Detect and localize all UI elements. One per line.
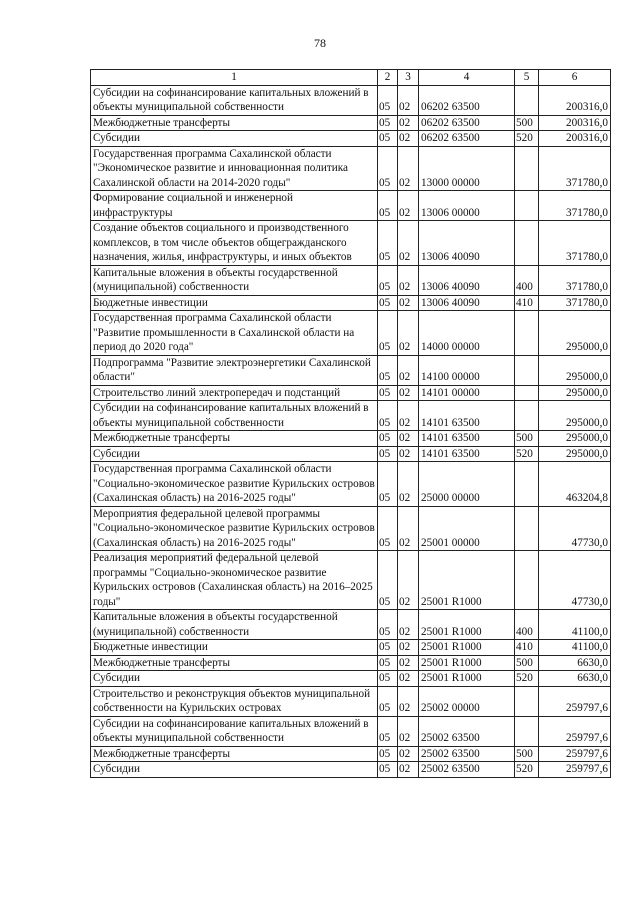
subsection-cell: 02 [398, 146, 419, 191]
subsection-cell: 02 [398, 401, 419, 431]
target-article-cell: 25002 63500 [419, 716, 515, 746]
table-row [91, 610, 611, 640]
amount-cell: 371780,0 [539, 191, 611, 221]
table-row [91, 115, 611, 131]
item-name-cell: Субсидии [91, 762, 378, 778]
amount-cell: 41100,0 [539, 640, 611, 656]
table-row [91, 295, 611, 311]
table-row [91, 686, 611, 716]
section-cell: 05 [378, 462, 398, 507]
item-name-cell: Бюджетные инвестиции [91, 295, 378, 311]
subsection-cell: 02 [398, 311, 419, 356]
section-cell: 05 [378, 431, 398, 447]
section-cell: 05 [378, 85, 398, 115]
subsection-cell: 02 [398, 221, 419, 266]
amount-cell: 371780,0 [539, 265, 611, 295]
column-header: 1 [91, 70, 378, 86]
column-header: 2 [378, 70, 398, 86]
item-name-cell: Межбюджетные трансферты [91, 746, 378, 762]
expense-type-cell [515, 551, 539, 610]
expense-type-cell [515, 311, 539, 356]
amount-cell: 259797,6 [539, 746, 611, 762]
table-row [91, 131, 611, 147]
subsection-cell: 02 [398, 446, 419, 462]
section-cell: 05 [378, 131, 398, 147]
amount-cell: 6630,0 [539, 671, 611, 687]
section-cell: 05 [378, 115, 398, 131]
subsection-cell: 02 [398, 686, 419, 716]
amount-cell: 41100,0 [539, 610, 611, 640]
subsection-cell: 02 [398, 462, 419, 507]
amount-cell: 259797,6 [539, 686, 611, 716]
section-cell: 05 [378, 311, 398, 356]
expense-type-cell [515, 191, 539, 221]
section-cell: 05 [378, 640, 398, 656]
amount-cell: 295000,0 [539, 401, 611, 431]
target-article-cell: 25001 00000 [419, 506, 515, 551]
item-name-cell: Строительство линий электропередач и подстанций [91, 385, 378, 401]
section-cell: 05 [378, 506, 398, 551]
item-name-cell: Капитальные вложения в объекты государственной (муниципальной) собственности [91, 610, 378, 640]
table-row [91, 401, 611, 431]
section-cell: 05 [378, 146, 398, 191]
amount-cell: 463204,8 [539, 462, 611, 507]
expense-type-cell: 500 [515, 115, 539, 131]
item-name-cell: Бюджетные инвестиции [91, 640, 378, 656]
table-row [91, 431, 611, 447]
subsection-cell: 02 [398, 551, 419, 610]
item-name-cell: Строительство и реконструкция объектов муниципальной собственности на Курильских островах [91, 686, 378, 716]
column-number-row [91, 70, 611, 86]
expense-type-cell: 410 [515, 295, 539, 311]
target-article-cell: 13006 40090 [419, 265, 515, 295]
table-row [91, 311, 611, 356]
item-name-cell: Реализация мероприятий федеральной целевой программы "Социально-экономическое развитие Курильских островов (Сахалинская область) на 2016–2025 годы" [91, 551, 378, 610]
section-cell: 05 [378, 671, 398, 687]
section-cell: 05 [378, 716, 398, 746]
amount-cell: 295000,0 [539, 446, 611, 462]
subsection-cell: 02 [398, 762, 419, 778]
amount-cell: 371780,0 [539, 295, 611, 311]
column-header: 6 [539, 70, 611, 86]
table-row [91, 385, 611, 401]
section-cell: 05 [378, 265, 398, 295]
target-article-cell: 06202 63500 [419, 131, 515, 147]
target-article-cell: 25001 R1000 [419, 551, 515, 610]
expense-type-cell [515, 221, 539, 266]
item-name-cell: Субсидии [91, 671, 378, 687]
section-cell: 05 [378, 355, 398, 385]
table-row [91, 746, 611, 762]
target-article-cell: 14101 00000 [419, 385, 515, 401]
amount-cell: 47730,0 [539, 506, 611, 551]
section-cell: 05 [378, 221, 398, 266]
item-name-cell: Капитальные вложения в объекты государственной (муниципальной) собственности [91, 265, 378, 295]
table-row [91, 446, 611, 462]
item-name-cell: Субсидии на софинансирование капитальных вложений в объекты муниципальной собственности [91, 401, 378, 431]
item-name-cell: Субсидии [91, 446, 378, 462]
expense-type-cell: 500 [515, 655, 539, 671]
subsection-cell: 02 [398, 506, 419, 551]
amount-cell: 200316,0 [539, 115, 611, 131]
target-article-cell: 25001 R1000 [419, 610, 515, 640]
item-name-cell: Субсидии [91, 131, 378, 147]
expense-type-cell [515, 146, 539, 191]
table-row [91, 716, 611, 746]
target-article-cell: 14101 63500 [419, 401, 515, 431]
expense-type-cell: 500 [515, 431, 539, 447]
target-article-cell: 13000 00000 [419, 146, 515, 191]
target-article-cell: 14000 00000 [419, 311, 515, 356]
section-cell: 05 [378, 610, 398, 640]
table-row [91, 191, 611, 221]
expense-type-cell: 520 [515, 671, 539, 687]
subsection-cell: 02 [398, 131, 419, 147]
amount-cell: 47730,0 [539, 551, 611, 610]
target-article-cell: 14100 00000 [419, 355, 515, 385]
column-header: 4 [419, 70, 515, 86]
amount-cell: 295000,0 [539, 311, 611, 356]
table-row [91, 640, 611, 656]
section-cell: 05 [378, 655, 398, 671]
item-name-cell: Государственная программа Сахалинской области "Социально-экономическое развитие Курильских островов (Сахалинская область) на 2016-2025 годы" [91, 462, 378, 507]
table-row [91, 265, 611, 295]
target-article-cell: 06202 63500 [419, 85, 515, 115]
target-article-cell: 13006 00000 [419, 191, 515, 221]
page-number: 78 [314, 36, 326, 50]
subsection-cell: 02 [398, 85, 419, 115]
target-article-cell: 25000 00000 [419, 462, 515, 507]
table-body [91, 85, 611, 777]
expense-type-cell [515, 506, 539, 551]
item-name-cell: Подпрограмма "Развитие электроэнергетики Сахалинской области" [91, 355, 378, 385]
item-name-cell: Межбюджетные трансферты [91, 655, 378, 671]
expense-type-cell: 520 [515, 446, 539, 462]
section-cell: 05 [378, 446, 398, 462]
table-row [91, 762, 611, 778]
table-row [91, 551, 611, 610]
expense-type-cell [515, 355, 539, 385]
amount-cell: 295000,0 [539, 385, 611, 401]
section-cell: 05 [378, 385, 398, 401]
expense-type-cell [515, 385, 539, 401]
target-article-cell: 14101 63500 [419, 431, 515, 447]
section-cell: 05 [378, 191, 398, 221]
target-article-cell: 13006 40090 [419, 221, 515, 266]
subsection-cell: 02 [398, 191, 419, 221]
item-name-cell: Государственная программа Сахалинской области "Экономическое развитие и инновационная политика Сахалинской области на 2014-2020 годы" [91, 146, 378, 191]
table-row [91, 462, 611, 507]
expense-type-cell: 400 [515, 265, 539, 295]
column-header: 3 [398, 70, 419, 86]
amount-cell: 295000,0 [539, 431, 611, 447]
item-name-cell: Субсидии на софинансирование капитальных вложений в объекты муниципальной собственности [91, 716, 378, 746]
subsection-cell: 02 [398, 655, 419, 671]
expense-type-cell [515, 716, 539, 746]
expense-type-cell [515, 401, 539, 431]
item-name-cell: Мероприятия федеральной целевой программы "Социально-экономическое развитие Курильских островов (Сахалинская область) на 2016-2025 годы" [91, 506, 378, 551]
subsection-cell: 02 [398, 746, 419, 762]
amount-cell: 259797,6 [539, 716, 611, 746]
budget-table [90, 69, 611, 778]
subsection-cell: 02 [398, 671, 419, 687]
amount-cell: 371780,0 [539, 146, 611, 191]
target-article-cell: 25001 R1000 [419, 655, 515, 671]
amount-cell: 295000,0 [539, 355, 611, 385]
target-article-cell: 25002 00000 [419, 686, 515, 716]
expense-type-cell: 400 [515, 610, 539, 640]
item-name-cell: Государственная программа Сахалинской области "Развитие промышленности в Сахалинской области на период до 2020 года" [91, 311, 378, 356]
target-article-cell: 25001 R1000 [419, 640, 515, 656]
amount-cell: 259797,6 [539, 762, 611, 778]
table-row [91, 671, 611, 687]
item-name-cell: Межбюджетные трансферты [91, 115, 378, 131]
subsection-cell: 02 [398, 295, 419, 311]
amount-cell: 6630,0 [539, 655, 611, 671]
subsection-cell: 02 [398, 640, 419, 656]
column-header: 5 [515, 70, 539, 86]
subsection-cell: 02 [398, 385, 419, 401]
table-row [91, 146, 611, 191]
expense-type-cell [515, 462, 539, 507]
section-cell: 05 [378, 401, 398, 431]
target-article-cell: 25001 R1000 [419, 671, 515, 687]
expense-type-cell [515, 85, 539, 115]
item-name-cell: Формирование социальной и инженерной инфраструктуры [91, 191, 378, 221]
target-article-cell: 25002 63500 [419, 746, 515, 762]
subsection-cell: 02 [398, 265, 419, 295]
target-article-cell: 25002 63500 [419, 762, 515, 778]
section-cell: 05 [378, 551, 398, 610]
amount-cell: 200316,0 [539, 85, 611, 115]
expense-type-cell: 410 [515, 640, 539, 656]
expense-type-cell: 520 [515, 131, 539, 147]
subsection-cell: 02 [398, 431, 419, 447]
table-row [91, 85, 611, 115]
table-row [91, 221, 611, 266]
subsection-cell: 02 [398, 355, 419, 385]
subsection-cell: 02 [398, 610, 419, 640]
amount-cell: 371780,0 [539, 221, 611, 266]
table-row [91, 355, 611, 385]
section-cell: 05 [378, 686, 398, 716]
section-cell: 05 [378, 762, 398, 778]
amount-cell: 200316,0 [539, 131, 611, 147]
target-article-cell: 06202 63500 [419, 115, 515, 131]
expense-type-cell [515, 686, 539, 716]
table-row [91, 655, 611, 671]
item-name-cell: Субсидии на софинансирование капитальных вложений в объекты муниципальной собственности [91, 85, 378, 115]
section-cell: 05 [378, 295, 398, 311]
subsection-cell: 02 [398, 716, 419, 746]
expense-type-cell: 500 [515, 746, 539, 762]
item-name-cell: Межбюджетные трансферты [91, 431, 378, 447]
section-cell: 05 [378, 746, 398, 762]
item-name-cell: Создание объектов социального и производственного комплексов, в том числе объектов общегражданского назначения, жилья, инфраструктуры, и иных объектов [91, 221, 378, 266]
table-row [91, 506, 611, 551]
expense-type-cell: 520 [515, 762, 539, 778]
target-article-cell: 14101 63500 [419, 446, 515, 462]
target-article-cell: 13006 40090 [419, 295, 515, 311]
subsection-cell: 02 [398, 115, 419, 131]
